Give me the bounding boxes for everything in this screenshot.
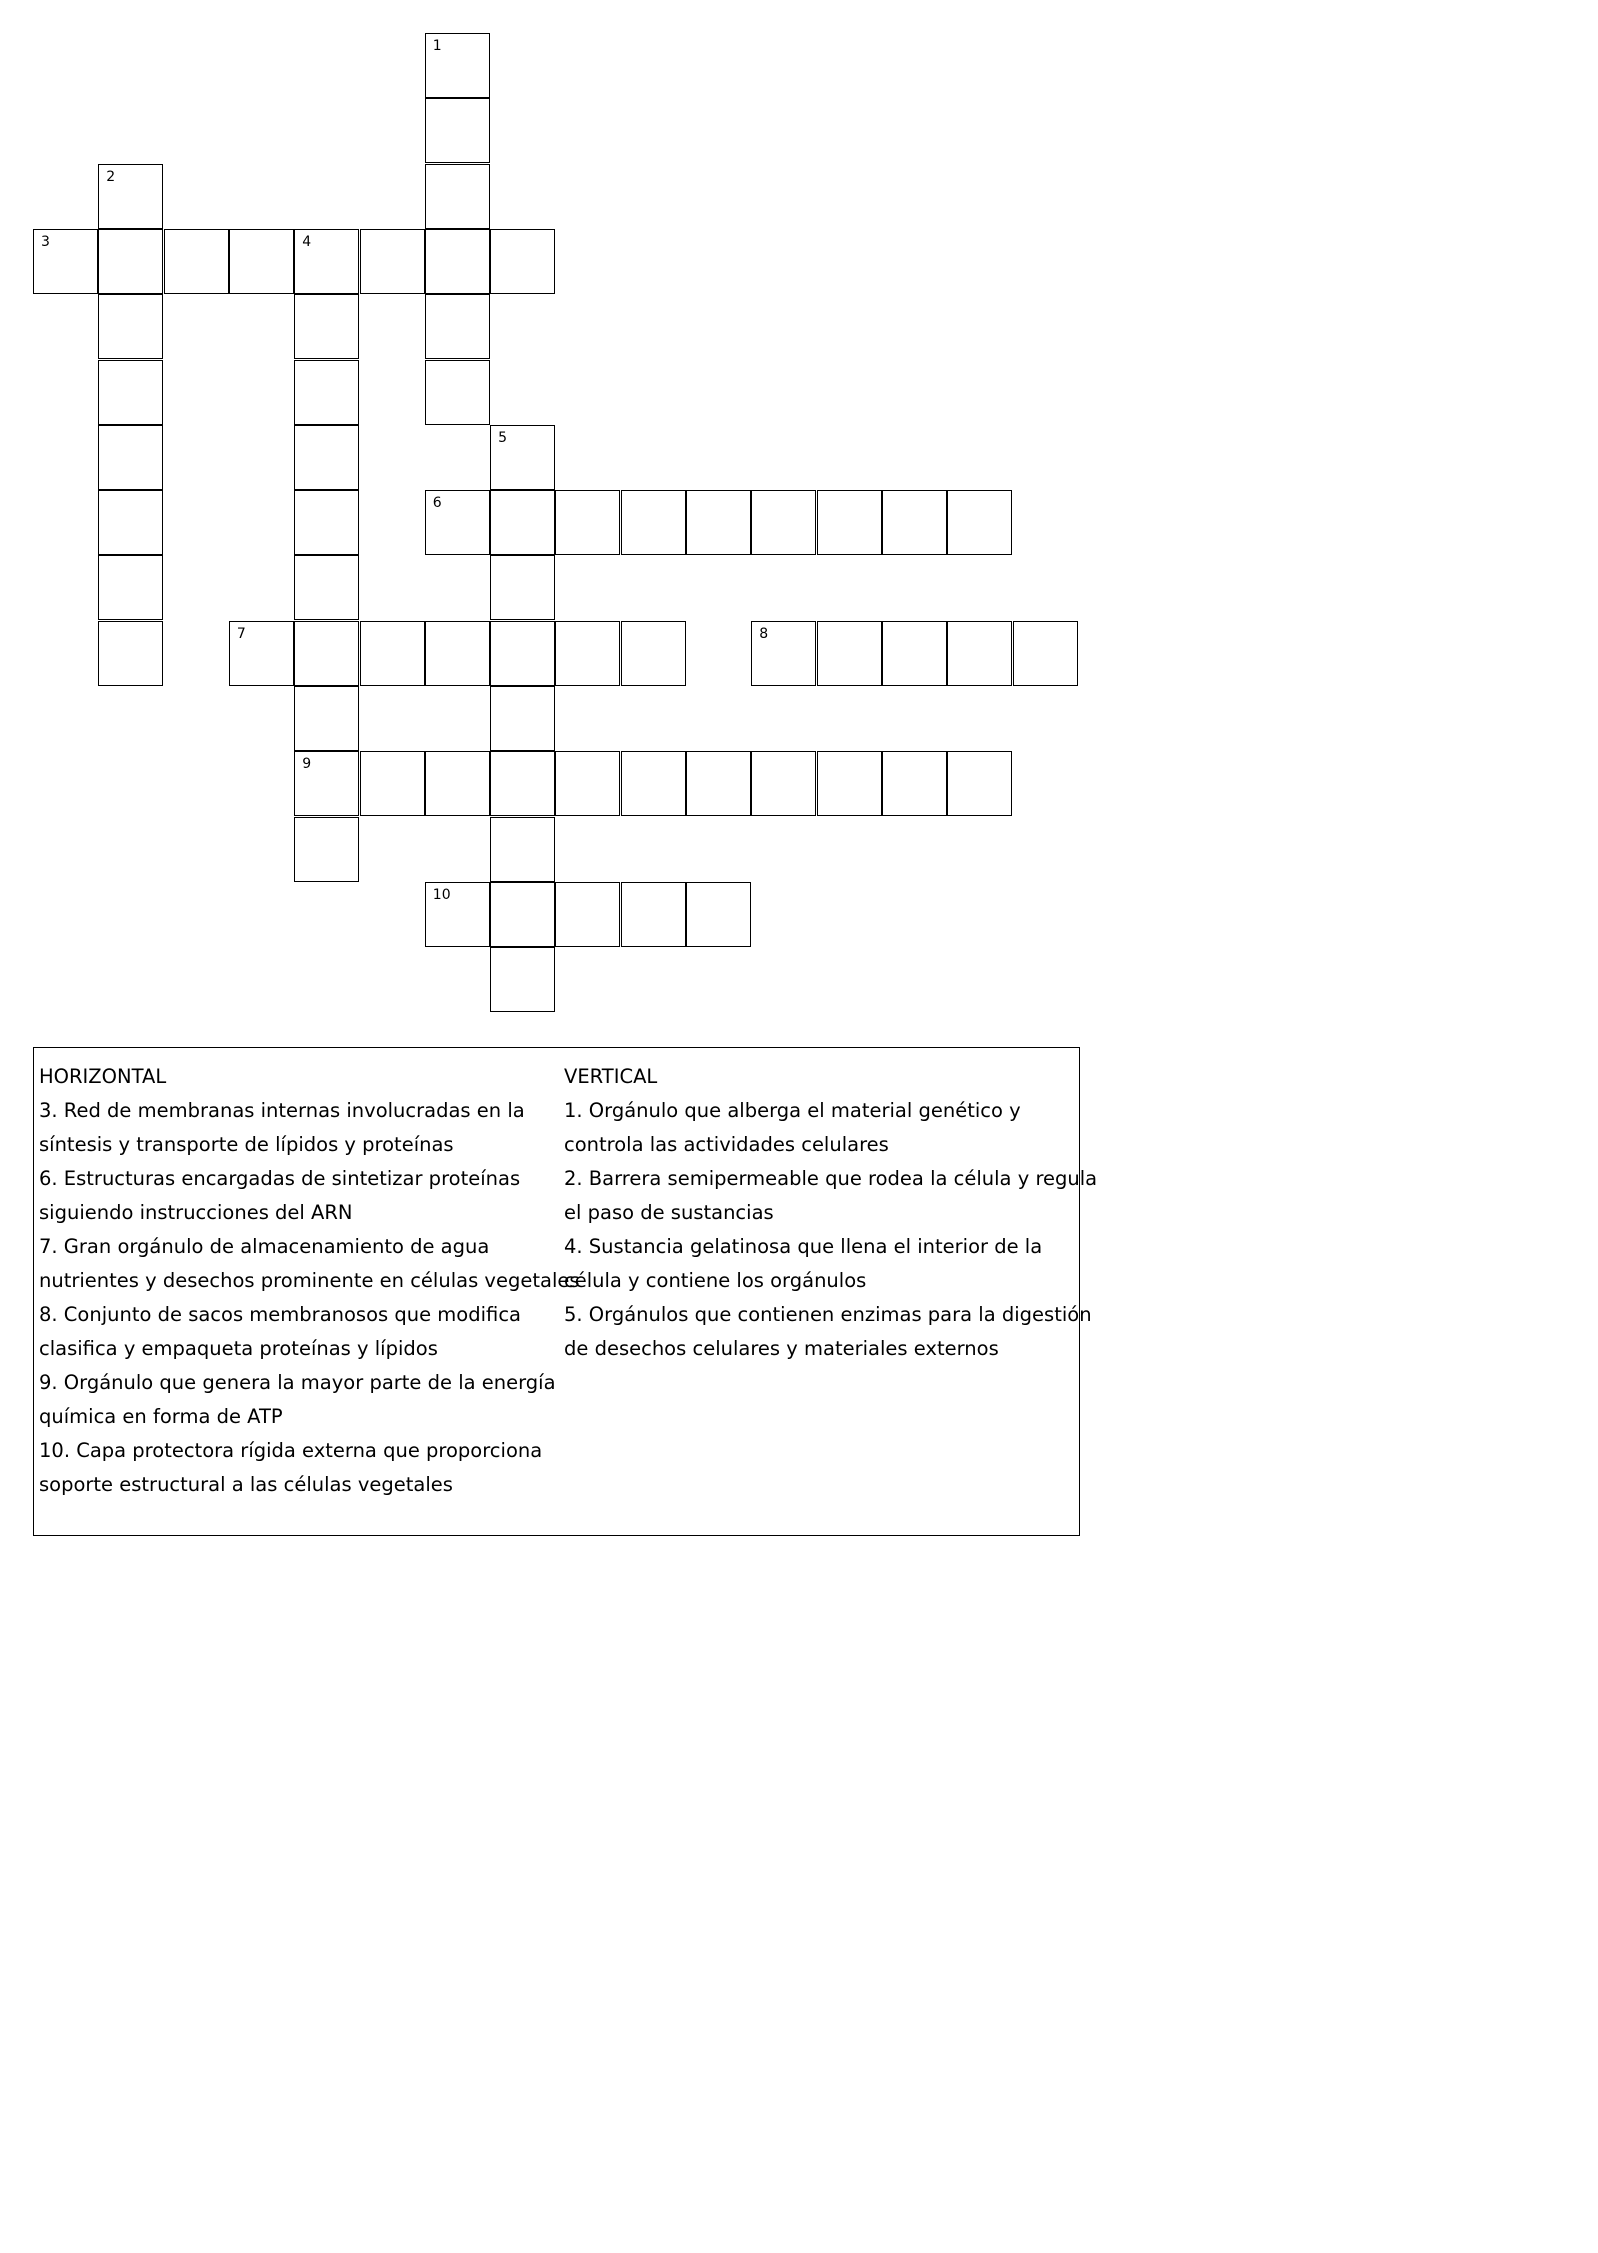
crossword-cell[interactable] [425, 98, 490, 163]
crossword-cell[interactable] [425, 294, 490, 359]
crossword-cell[interactable] [686, 882, 751, 947]
crossword-cell[interactable] [686, 490, 751, 555]
clue-number: 7 [236, 625, 246, 642]
crossword-cell[interactable] [98, 164, 163, 229]
crossword-cell[interactable] [490, 490, 555, 555]
clue-line: soporte estructural a las células vegetales [39, 1473, 453, 1496]
crossword-cell[interactable] [490, 686, 555, 751]
clue-number: 4 [302, 233, 312, 250]
crossword-cell[interactable] [294, 229, 359, 294]
crossword-cell[interactable] [294, 294, 359, 359]
crossword-cell[interactable] [98, 425, 163, 490]
crossword-cell[interactable] [555, 751, 620, 816]
crossword-cell[interactable] [294, 621, 359, 686]
crossword-cell[interactable] [425, 360, 490, 425]
clue-line: 9. Orgánulo que genera la mayor parte de la energía [39, 1371, 556, 1394]
clue-number: 5 [498, 429, 508, 446]
crossword-cell[interactable] [490, 947, 555, 1012]
crossword-cell[interactable] [751, 751, 816, 816]
clue-line: el paso de sustancias [564, 1201, 774, 1224]
crossword-cell[interactable] [425, 490, 490, 555]
clue-line: nutrientes y desechos prominente en células vegetales [39, 1269, 580, 1292]
crossword-cell[interactable] [229, 229, 294, 294]
crossword-cell[interactable] [490, 229, 555, 294]
crossword-cell[interactable] [621, 751, 686, 816]
clue-line: 5. Orgánulos que contienen enzimas para la digestión [564, 1303, 1092, 1326]
crossword-cell[interactable] [947, 490, 1012, 555]
crossword-cell[interactable] [294, 555, 359, 620]
clue-line: clasifica y empaqueta proteínas y lípidos [39, 1337, 438, 1360]
clue-line: síntesis y transporte de lípidos y proteínas [39, 1133, 454, 1156]
crossword-cell[interactable] [294, 817, 359, 882]
vertical-heading: VERTICAL [564, 1065, 658, 1088]
crossword-cell[interactable] [425, 33, 490, 98]
clue-line: célula y contiene los orgánulos [564, 1269, 867, 1292]
crossword-cell[interactable] [294, 425, 359, 490]
clue-line: 7. Gran orgánulo de almacenamiento de agua [39, 1235, 490, 1258]
clue-number: 1 [432, 38, 442, 54]
crossword-cell[interactable] [621, 621, 686, 686]
clue-number: 9 [302, 756, 312, 773]
crossword-cell[interactable] [490, 882, 555, 947]
horizontal-heading: HORIZONTAL [39, 1065, 167, 1088]
crossword-cell[interactable] [360, 751, 425, 816]
crossword-cell[interactable] [686, 751, 751, 816]
clues-box [33, 1047, 1098, 1536]
vertical-clues [564, 1060, 1097, 1366]
clue-line: química en forma de ATP [39, 1405, 283, 1428]
crossword-cell[interactable] [490, 751, 555, 816]
crossword-cell[interactable] [98, 229, 163, 294]
crossword-cell[interactable] [751, 490, 816, 555]
clue-number: 10 [432, 886, 451, 903]
crossword-cell[interactable] [817, 751, 882, 816]
clue-number: 2 [106, 168, 116, 185]
crossword-cell[interactable] [425, 164, 490, 229]
crossword-cell[interactable] [98, 360, 163, 425]
crossword-cell[interactable] [425, 751, 490, 816]
crossword-cell[interactable] [621, 882, 686, 947]
crossword-cell[interactable] [947, 621, 1012, 686]
crossword-cell[interactable] [98, 294, 163, 359]
crossword-cell[interactable] [229, 621, 294, 686]
crossword-cell[interactable] [425, 882, 490, 947]
crossword-cell[interactable] [490, 425, 555, 490]
clue-line: controla las actividades celulares [564, 1133, 889, 1156]
crossword-cell[interactable] [555, 621, 620, 686]
crossword-cell[interactable] [555, 882, 620, 947]
crossword-cell[interactable] [294, 490, 359, 555]
crossword-cell[interactable] [360, 229, 425, 294]
crossword-cell[interactable] [425, 621, 490, 686]
crossword-cell[interactable] [882, 621, 947, 686]
clue-line: siguiendo instrucciones del ARN [39, 1201, 353, 1224]
clue-number: 3 [41, 233, 50, 250]
crossword-cell[interactable] [947, 751, 1012, 816]
clue-number: 8 [759, 625, 769, 642]
crossword-cell[interactable] [490, 817, 555, 882]
crossword-cell[interactable] [555, 490, 620, 555]
crossword-cell[interactable] [490, 621, 555, 686]
clue-line: 8. Conjunto de sacos membranosos que modifica [39, 1303, 521, 1326]
crossword-cell[interactable] [425, 229, 490, 294]
crossword-grid [0, 0, 1106, 1030]
crossword-cell[interactable] [621, 490, 686, 555]
crossword-cell[interactable] [294, 751, 359, 816]
crossword-cell[interactable] [817, 490, 882, 555]
crossword-cell[interactable] [490, 555, 555, 620]
crossword-cell[interactable] [98, 621, 163, 686]
clue-line: 3. Red de membranas internas involucradas en la [39, 1099, 525, 1122]
crossword-cell[interactable] [1013, 621, 1078, 686]
crossword-cell[interactable] [751, 621, 816, 686]
crossword-cell[interactable] [33, 229, 98, 294]
crossword-cell[interactable] [294, 360, 359, 425]
clue-line: 6. Estructuras encargadas de sintetizar proteínas [39, 1167, 521, 1190]
clue-line: de desechos celulares y materiales externos [564, 1337, 999, 1360]
crossword-cell[interactable] [164, 229, 229, 294]
crossword-cell[interactable] [98, 555, 163, 620]
crossword-cell[interactable] [882, 751, 947, 816]
crossword-cell[interactable] [360, 621, 425, 686]
crossword-cell[interactable] [817, 621, 882, 686]
clue-number: 6 [432, 495, 442, 512]
clue-line: 4. Sustancia gelatinosa que llena el interior de la [564, 1235, 1043, 1258]
crossword-cell[interactable] [882, 490, 947, 555]
clue-line: 2. Barrera semipermeable que rodea la célula y regula [564, 1167, 1098, 1190]
crossword-cell[interactable] [98, 490, 163, 555]
horizontal-clues [39, 1060, 580, 1502]
clue-line: 1. Orgánulo que alberga el material genético y [564, 1099, 1021, 1122]
clue-line: 10. Capa protectora rígida externa que proporciona [39, 1439, 543, 1462]
crossword-cell[interactable] [294, 686, 359, 751]
